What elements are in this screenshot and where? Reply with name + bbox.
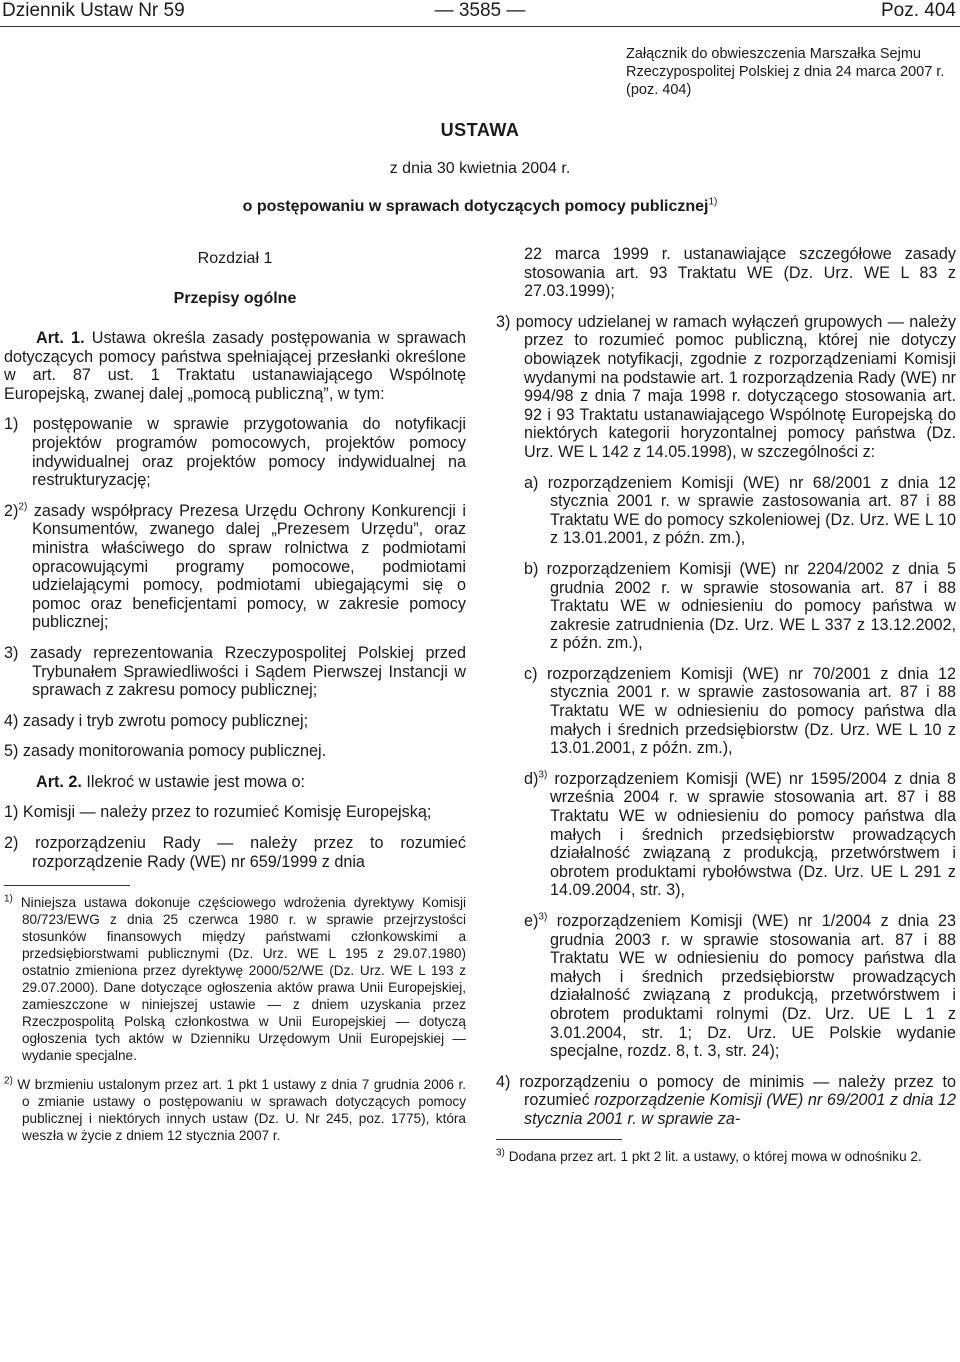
art2-point-3-d (496, 770, 956, 900)
art1-intro-text: Ustawa określa zasady postępowania w sprawach dotyczących pomocy państwa spełniającej przesłanki określone w art. 87 ust. 1 Traktatu ustanawiającego Wspólnotę Europejską, zwanej dalej „pomocą publiczną”, w tym: (4, 329, 466, 403)
footnote-rule-right (496, 1139, 622, 1140)
art1-point-4: 4) zasady i tryb zwrotu pomocy publicznej; (4, 711, 309, 730)
art2-point-4 (496, 1073, 956, 1129)
art1-intro (4, 329, 466, 403)
art2-point-3-e-label: e) (524, 912, 539, 930)
header-rule (0, 26, 960, 27)
art2-point-3-e (496, 912, 956, 1061)
journal-name: Dziennik Ustaw Nr 59 (2, 0, 185, 21)
art2-point-3-e-text: rozporządzeniem Komisji (WE) nr 1/2004 z dnia 23 grudnia 2003 r. w sprawie stosowania art. 87 i 88 Traktatu WE w odniesieniu do pomocy państwa dla małych i średnich przedsiębiorstw prowadzących działalność związaną z produkcją, przetwórstwem i obrotem produktami rolnymi (Dz. Urz. UE L 1 z 3.01.2004, str. 1; Dz. Urz. UE Polskie wydanie specjalne, rozdz. 8, t. 3, str. 24); (550, 912, 957, 1061)
art2-point-1: 1) Komisji — należy przez to rozumieć Komisję Europejską; (4, 803, 432, 822)
footnote-2-text: W brzmieniu ustalonym przez art. 1 pkt 1 ustawy z dnia 7 grudnia 2006 r. o zmianie ustawy o postępowaniu w sprawach dotyczących pomocy publicznej i niektórych innych ustaw (Dz. U. Nr 245, poz. 1775), która weszła w życie z dniem 12 stycznia 2007 r. (17, 1077, 466, 1144)
annex-note: Załącznik do obwieszczenia Marszałka Sejmu Rzeczypospolitej Polskiej z dnia 24 marca 2007 r. (poz. 404) (626, 46, 945, 98)
art1-point-2-text: zasady współpracy Prezesa Urzędu Ochrony Konkurencji i Konsumentów, zwanego dalej „Prezesem Urzędu”, oraz ministra właściwego do spraw rolnictwa z podmiotami opracowującymi programy pomocowe, podmiotami udzielającymi pomocy, podmiotami ubiegającymi się o pomoc oraz beneficjentami pomocy, w zakresie pomocy publicznej; (32, 501, 466, 632)
footnote-ref-3[interactable]: 3) (538, 769, 548, 781)
footnote-1 (4, 894, 466, 1064)
art2-point-3-b: b) rozporządzeniem Komisji (WE) nr 2204/2002 z dnia 5 grudnia 2002 r. w sprawie stosowania art. 87 i 88 Traktatu WE w odniesieniu do pomocy państwa w zakresie zatrudnienia (Dz. Urz. WE L 337 z 13.12.2002, z późn. zm.), (524, 559, 956, 653)
footnote-2 (4, 1076, 466, 1144)
art2-intro (4, 773, 466, 792)
art2-intro-text: Ilekroć w ustawie jest mowa o: (86, 772, 306, 791)
art2-point-2-start: 2) rozporządzeniu Rady — należy przez to rozumieć rozporządzenie Rady (WE) nr 659/1999 z dnia (4, 834, 466, 871)
right-column (496, 245, 956, 1177)
act-date: z dnia 30 kwietnia 2004 r. (389, 160, 571, 177)
left-column (4, 329, 466, 1156)
art1-point-2-num: 2) (4, 501, 19, 520)
footnote-1-num: 1) (4, 893, 13, 905)
art2-point-4-italic: rozporządzenie Komisji (WE) nr 69/2001 z dnia 12 stycznia 2001 r. w sprawie za- (524, 1091, 957, 1128)
footnote-3 (496, 1148, 956, 1165)
art2-point-2-end: 22 marca 1999 r. ustanawiające szczegółowe zasady stosowania art. 93 Traktatu WE (Dz. Urz. WE L 83 z 27.03.1999); (524, 245, 956, 301)
footnote-2-num: 2) (4, 1075, 13, 1087)
art1-point-1: 1) postępowanie w sprawie przygotowania do notyfikacji projektów programów pomocowych, projektów pomocy indywidualnej oraz projektów pomocy indywidualnej na restrukturyzację; (4, 415, 466, 490)
position-number: Poz. 404 (881, 0, 956, 21)
art2-point-3: 3) pomocy udzielanej w ramach wyłączeń grupowych — należy przez to rozumieć pomoc publiczną, której nie dotyczy obowiązek notyfikacji, zgodnie z rozporządzeniami Komisji wydanymi na podstawie art. 1 rozporządzenia Rady (WE) nr 994/98 z dnia 7 maja 1998 r. dotyczącego stosowania art. 92 i 93 Traktatu ustanawiającego Wspólnotę Europejską do niektórych kategorii horyzontalnej pomocy państwa (Dz. Urz. WE L 142 z 14.05.1998), w szczególności z: (496, 312, 956, 461)
chapter-name: Przepisy ogólne (173, 290, 297, 307)
footnote-rule (4, 885, 130, 886)
art1-label: Art. 1. (36, 329, 85, 347)
art1-point-2 (4, 502, 466, 632)
art2-point-3-d-label: d) (524, 769, 539, 788)
art2-point-4-text: 4) rozporządzeniu o pomocy de minimis — należy przez to rozumieć (496, 1072, 956, 1110)
page-number: — 3585 — (434, 0, 526, 21)
art2-label: Art. 2. (36, 772, 82, 791)
act-subject-text: o postępowaniu w sprawach dotyczących pomocy publicznej (242, 198, 709, 215)
footnote-3-text: Dodana przez art. 1 pkt 2 lit. a ustawy, o której mowa w odnośniku 2. (508, 1148, 922, 1164)
art1-point-3: 3) zasady reprezentowania Rzeczypospolitej Polskiej przed Trybunałem Sprawiedliwości i Sądem Pierwszej Instancji w sprawach z zakresu pomocy publicznej; (4, 643, 466, 700)
art1-point-5: 5) zasady monitorowania pomocy publicznej. (4, 742, 327, 761)
act-title: USTAWA (440, 120, 520, 140)
act-subject (0, 198, 960, 216)
footnote-1-text: Niniejsza ustawa dokonuje częściowego wdrożenia dyrektywy Komisji 80/723/EWG z dnia 25 czerwca 1980 r. w sprawie przejrzystości stosunków finansowych między państwami członkowskimi a przedsiębiorstwami publicznymi (Dz. Urz. WE L 195 z 29.07.1980) ostatnio zmieniona przez dyrektywę 2000/52/WE (Dz. Urz. WE L 193 z 29.07.2000). Dane dotyczące ogłoszenia aktów prawa Unii Europejskiej, zamieszczone w niniejszej ustawie — z dniem uzyskania przez Rzeczpospolitą Polską członkostwa w Unii Europejskiej — dotyczą ogłoszenia tych aktów w Dzienniku Urzędowym Unii Europejskiej — wydanie specjalne. (20, 895, 466, 1064)
art2-point-3-a: a) rozporządzeniem Komisji (WE) nr 68/2001 z dnia 12 stycznia 2001 r. w sprawie zastosowania art. 87 i 88 Traktatu WE do pomocy szkoleniowej (Dz. Urz. WE L 10 z 13.01.2001, z późn. zm.), (524, 473, 956, 548)
footnote-ref-2[interactable]: 2) (18, 501, 28, 513)
chapter-number: Rozdział 1 (197, 250, 273, 267)
footnote-ref-1[interactable]: 1) (708, 196, 718, 208)
footnote-ref-3b[interactable]: 3) (538, 911, 548, 923)
running-header (0, 0, 960, 24)
footnote-3-num: 3) (496, 1147, 505, 1158)
art2-point-3-d-text: rozporządzeniem Komisji (WE) nr 1595/2004 z dnia 8 września 2004 r. w sprawie stosowania art. 87 i 88 Traktatu WE w odniesieniu do pomocy państwa dla małych i średnich przedsiębiorstw prowadzących działalność związaną z produkcją, przetwórstwem i obrotem produktami rybołówstwa (Dz. Urz. UE L 291 z 14.09.2004, str. 3), (550, 769, 956, 900)
art2-point-3-c: c) rozporządzeniem Komisji (WE) nr 70/2001 z dnia 12 stycznia 2001 r. w sprawie zastosowania art. 87 i 88 Traktatu WE w odniesieniu do pomocy państwa dla małych i średnich przedsiębiorstw (Dz. Urz. WE L 10 z 13.01.2001, z późn. zm.), (524, 664, 956, 758)
